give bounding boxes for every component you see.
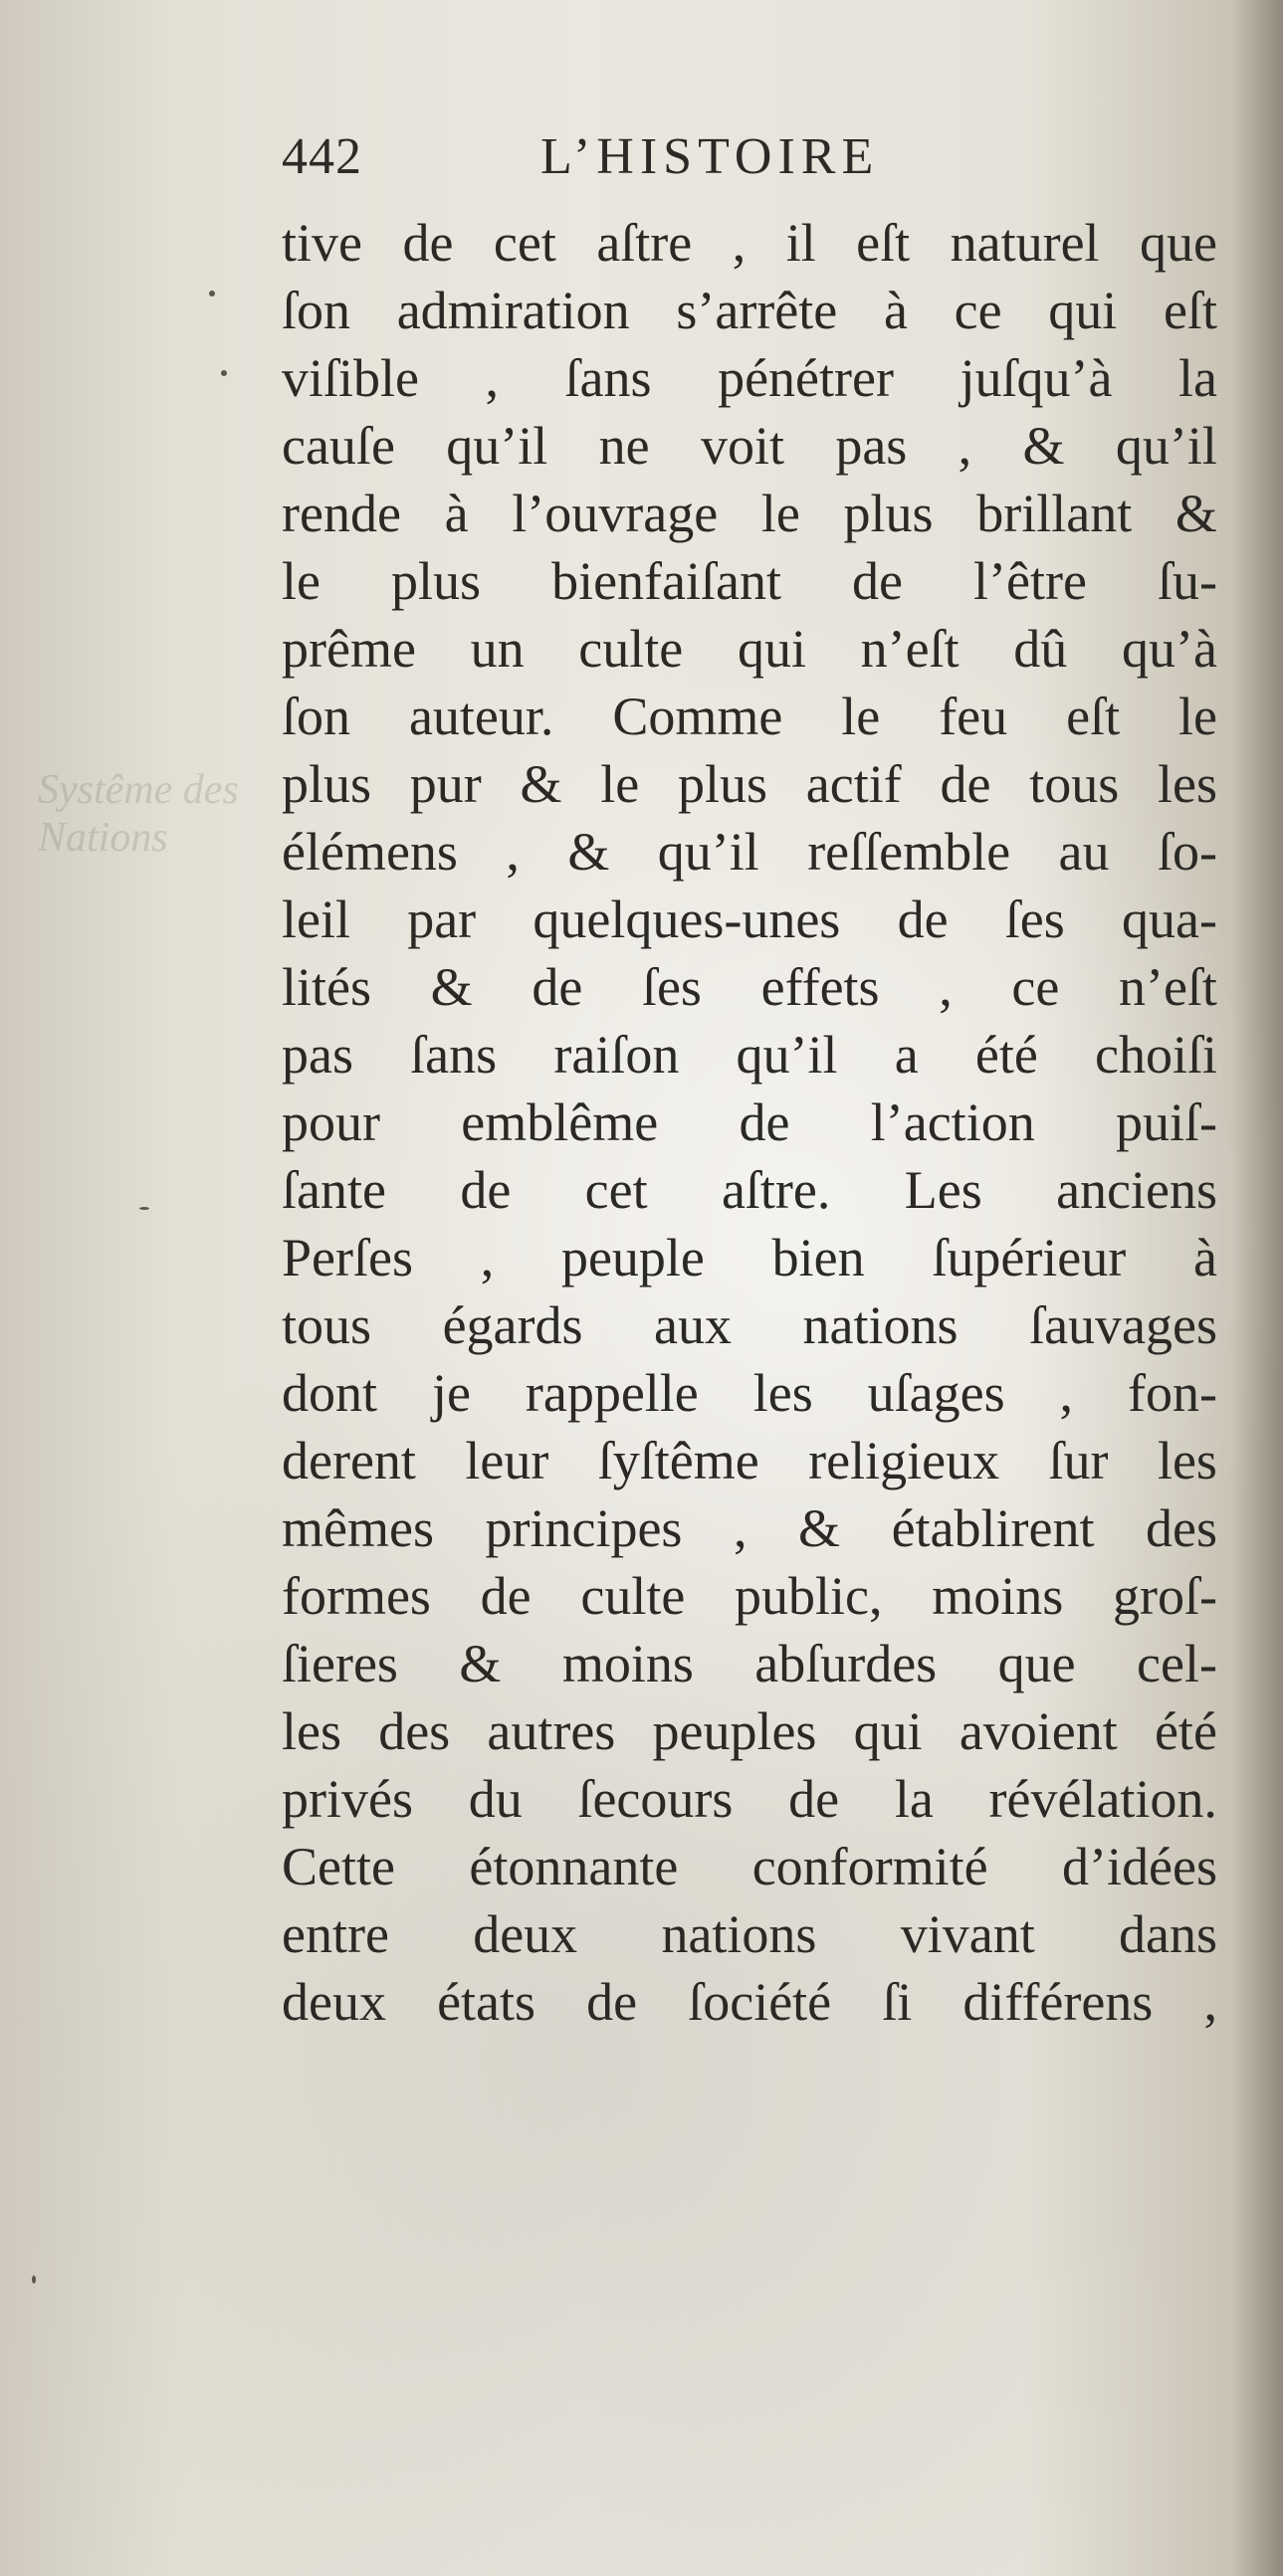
text-line: ſieres & moins abſurdes que cel- [282,1634,1217,1693]
text-line: ſon auteur. Comme le feu eſt le [282,687,1217,746]
ink-speck [139,1207,149,1210]
text-line: élémens , & qu’il reſſemble au ſo- [282,822,1217,882]
text-line: leil par quelques-unes de ſes qua- [282,890,1217,949]
text-line: plus pur & le plus actif de tous les [282,754,1217,814]
text-line: le plus bienfaiſant de l’être ſu- [282,551,1217,611]
page-number: 442 [282,128,362,185]
text-line: Cette étonnante conformité d’idées [282,1837,1217,1896]
text-line: privés du ſecours de la révélation. [282,1769,1217,1829]
text-line: les des autres peuples qui avoient été [282,1701,1217,1761]
text-line: lités & de ſes effets , ce n’eſt [282,957,1217,1017]
text-line: Perſes , peuple bien ſupérieur à [282,1228,1217,1288]
page-header [282,127,1217,197]
text-line: viſible , ſans pénétrer juſqu’à la [282,348,1217,408]
text-line: cauſe qu’il ne voit pas , & qu’il [282,416,1217,476]
text-line: formes de culte public, moins groſ- [282,1566,1217,1626]
body-text [282,209,1217,2036]
text-line: entre deux nations vivant dans [282,1904,1217,1964]
text-line: pour emblême de l’action puiſ- [282,1092,1217,1152]
marginal-note-bleedthrough: Systême des Nations [38,767,239,861]
running-head: L’HISTOIRE [540,128,880,185]
text-line: mêmes principes , & établirent des [282,1498,1217,1558]
text-line: tous égards aux nations ſauvages [282,1295,1217,1355]
text-line: tive de cet aſtre , il eſt naturel que [282,213,1217,273]
text-line: derent leur ſyſtême religieux ſur les [282,1431,1217,1490]
ink-speck [32,2276,36,2283]
text-line: rende à l’ouvrage le plus brillant & [282,484,1217,543]
text-line: prême un culte qui n’eſt dû qu’à [282,619,1217,679]
ink-speck [221,370,227,376]
text-line: pas ſans raiſon qu’il a été choiſi [282,1025,1217,1085]
text-line: ſon admiration s’arrête à ce qui eſt [282,281,1217,340]
ink-speck [209,291,215,297]
text-line: ſante de cet aſtre. Les anciens [282,1160,1217,1220]
text-line: dont je rappelle les uſages , fon- [282,1363,1217,1423]
text-line: deux états de ſociété ſi différens , [282,1972,1217,2032]
